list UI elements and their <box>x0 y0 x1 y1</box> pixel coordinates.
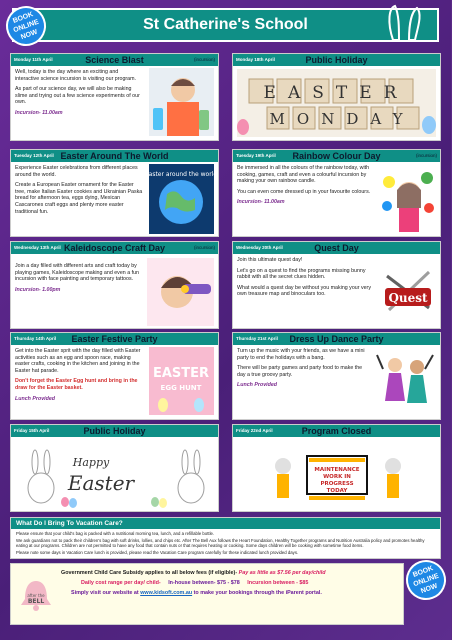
fees-footer <box>10 563 404 625</box>
card-title: Public Holiday <box>83 426 146 436</box>
card-date: Tuesday 19th April <box>236 153 276 158</box>
card-bar <box>233 425 440 437</box>
card-highlight: Don't forget the Easter Egg hunt and bring in the draw for the Easter basket. <box>15 378 138 391</box>
card-date: Tuesday 12th April <box>14 153 54 158</box>
badge-label: BOOK ONLINE NOW <box>411 564 440 595</box>
website-prefix: Simply visit our website at <box>71 590 139 596</box>
card-dress-up-dance-party <box>232 332 441 420</box>
bunny-ears-icon <box>385 2 425 42</box>
card-date: Friday 22nd April <box>236 428 273 433</box>
easter-monday-text: EASTER <box>263 83 409 103</box>
card-date: Monday 18th April <box>236 57 275 62</box>
card-tag: (incursion) <box>415 153 437 158</box>
svg-text:Happy: Happy <box>72 456 110 469</box>
card-text: Get into the Easter sprit with the day filled with Easter activities such as an egg and spoon race, making easter crafts, cooking in the kitchen and joining in the Easter hat parade. <box>15 348 141 374</box>
card-text: You can even come dressed up in your favourite colours. <box>237 188 371 195</box>
card-text: As part of our science day, we will also be making slime and trying out a few science experiments of our own. <box>15 86 140 106</box>
subsidy-text: Government Child Care Subsidy applies to all below fees (if eligible)- <box>61 570 238 576</box>
card-text: Experience Easter celebrations from different places around the world. <box>15 165 138 178</box>
card-program-closed <box>232 424 441 512</box>
svg-text:EASTER: EASTER <box>152 366 210 381</box>
website-link[interactable]: www.kidsoft.com.au <box>140 590 193 596</box>
card-text: Well, today is the day where an exciting and interactive science incursion is visiting our program. <box>15 69 136 82</box>
card-bar <box>11 333 218 345</box>
card-title: Quest Day <box>314 243 359 253</box>
card-title: Rainbow Colour Day <box>292 151 381 161</box>
card-easter-around-world <box>10 149 219 237</box>
website-suffix: to make your bookings through the iParent portal. <box>193 590 322 596</box>
what-text: We ask guardians not to pack their children's bag with soft drinks, lollies, and chips etc. After The Bell Aux follows the Heart Foundation, Healthy Together programs and Nutrition Australia policy and promotes healthy eating at our programs. Children are not permitted to have any food that contain nuts or that requires heating or cooking. Some days children will be cooking with sometime food items. <box>16 537 425 549</box>
what-to-bring-title: What Do I Bring To Vacation Care? <box>11 518 440 529</box>
fees-lines <box>61 568 399 598</box>
card-easter-festive-party <box>10 332 219 420</box>
card-title: Easter Around The World <box>60 151 169 161</box>
card-body <box>11 254 218 300</box>
dance-party-icon <box>375 347 436 415</box>
badge-label: BOOK ONLINE NOW <box>11 10 40 41</box>
incursion-cost: Incursion between - $85 <box>247 580 309 586</box>
rainbow-paint-icon <box>379 164 436 234</box>
page-title: St Catherine's School <box>143 16 308 33</box>
inhouse-cost: In-house between- $75 - $78 <box>168 580 240 586</box>
card-bar <box>233 150 440 162</box>
card-text: Join this ultimate quest day! <box>237 257 303 263</box>
card-text: What would a quest day be without you making your very own treasure map and binoculars too. <box>237 284 371 298</box>
card-text: Create a European Easter ornament for the Easter tree, make Italian Easter cookies and Ukrainian Paska bread for afternoon tea, eggs dying, Mexican Cascarones craft eggs and plenty more easter traditional fun. <box>15 182 143 215</box>
school-header <box>12 8 439 42</box>
svg-text:PROGRESS: PROGRESS <box>320 481 354 487</box>
card-note: Lunch Provided <box>237 382 278 389</box>
card-tag: (incursion) <box>193 245 215 250</box>
card-bar <box>11 54 218 66</box>
after-the-bell-logo <box>17 577 55 615</box>
card-note: Incursion- 1.00pm <box>15 286 61 293</box>
card-bar <box>11 242 218 254</box>
subsidy-highlight: Pay as little as $7.56 per day/child <box>238 570 326 576</box>
card-body <box>11 66 218 124</box>
card-text: Join a day filled with different arts and craft today by playing games, Kaleidoscope making and even a fun incursion with face painting and temporary tattoos. <box>15 263 139 283</box>
card-bar <box>233 54 440 66</box>
card-body <box>11 162 218 222</box>
card-title: Kaleidoscope Craft Day <box>63 243 166 253</box>
easter-monday-image <box>237 69 436 137</box>
card-date: Wednesday 13th April <box>14 245 61 250</box>
what-to-bring-section <box>10 517 441 559</box>
svg-text:BELL: BELL <box>27 598 45 605</box>
card-text: Be immersed in all the colours of the rainbow today, with cooking, games, craft and even a colourful incursion by making your own rainbow candle. <box>237 165 370 185</box>
card-bar <box>11 425 218 437</box>
svg-text:after the: after the <box>27 593 45 598</box>
what-text: Please ensure that your child's bag is packed with a nutritional morning tea, lunch, and a refillable bottle. <box>16 531 215 536</box>
card-date: Thursday 14th April <box>14 336 57 341</box>
card-public-holiday-1 <box>232 53 441 141</box>
quest-image-text: Quest <box>388 291 428 305</box>
card-body <box>11 345 218 409</box>
card-title: Program Closed <box>301 426 372 436</box>
book-online-badge-bottom[interactable] <box>400 554 451 605</box>
svg-text:WORK IN: WORK IN <box>323 474 351 480</box>
daily-cost-label: Daily cost range per day/ child- <box>81 580 161 586</box>
what-text: Please note some days in Vacation Care lunch is provided, please read the Vacation Care program carefully for these indicated lunch provided days. <box>16 549 299 555</box>
card-date: Wednesday 20th April <box>236 245 283 250</box>
card-note: Incursion- 11.00am <box>15 109 63 116</box>
card-text: Let's go on a quest to find the programs missing bunny rabbit with all the secret clues hidden. <box>237 267 366 281</box>
svg-text:TODAY: TODAY <box>326 488 348 494</box>
card-body <box>233 162 440 213</box>
what-to-bring-body <box>11 529 440 559</box>
card-text: Turn up the music with your friends, as we have a mini party to end the holidays with a bang. <box>237 348 365 361</box>
svg-text:Easter around the world: Easter around the world <box>144 171 218 178</box>
card-note: Incursion- 11.00am <box>237 199 285 206</box>
card-date: Friday 15th April <box>14 428 50 433</box>
card-bar <box>233 333 440 345</box>
egg-hunt-icon <box>149 347 214 415</box>
card-title: Dress Up Dance Party <box>289 334 384 344</box>
card-body <box>233 254 440 305</box>
card-title: Science Blast <box>85 55 144 65</box>
svg-text:Easter: Easter <box>67 471 135 495</box>
card-note: Lunch Provided <box>15 395 56 402</box>
kaleidoscope-photo-icon <box>147 258 214 326</box>
card-title: Easter Festive Party <box>71 334 158 344</box>
card-bar <box>233 242 440 254</box>
card-bar <box>11 150 218 162</box>
card-text: There will be party games and party food to make the day a true groovy party. <box>237 365 363 378</box>
happy-easter-image <box>15 440 214 510</box>
globe-egg-icon <box>144 164 218 234</box>
card-tag: (incursion) <box>193 57 215 62</box>
card-title: Public Holiday <box>305 55 368 65</box>
svg-text:EGG HUNT: EGG HUNT <box>160 384 202 392</box>
svg-text:MONDAY: MONDAY <box>269 110 415 128</box>
card-date: Monday 11th April <box>14 57 53 62</box>
science-photo-icon <box>149 68 214 136</box>
quest-sword-icon <box>381 258 436 324</box>
card-body <box>233 345 440 396</box>
svg-text:MAINTENANCE: MAINTENANCE <box>314 467 360 473</box>
card-science-blast <box>10 53 219 141</box>
card-rainbow-colour-day <box>232 149 441 237</box>
card-kaleidoscope <box>10 241 219 329</box>
card-quest-day <box>232 241 441 329</box>
maintenance-image <box>237 440 436 510</box>
card-public-holiday-2 <box>10 424 219 512</box>
card-date: Thursday 21st April <box>236 336 278 341</box>
